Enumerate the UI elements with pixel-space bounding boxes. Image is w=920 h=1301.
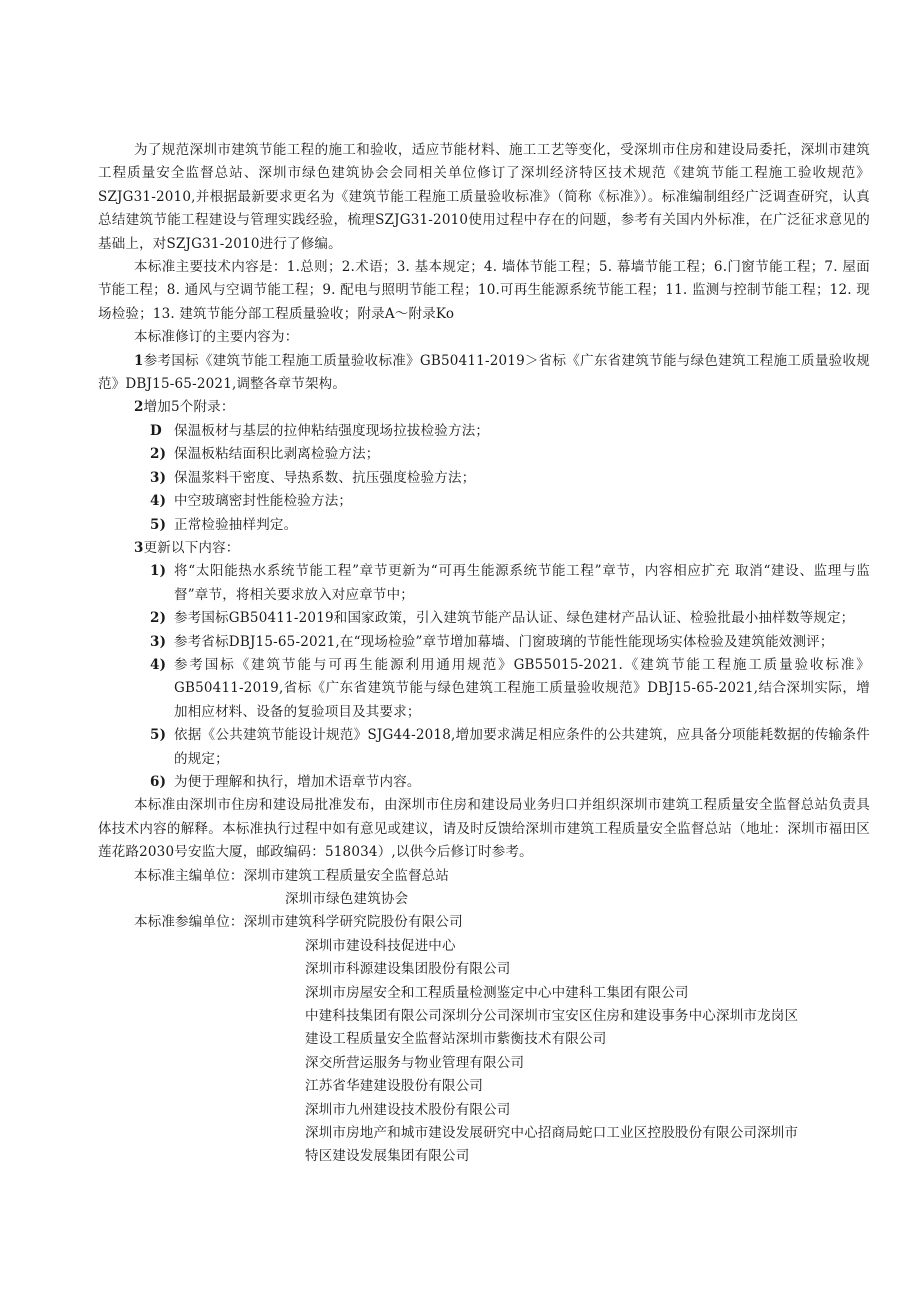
intro-paragraph-background: 为了规范深圳市建筑节能工程的施工和验收，适应节能材料、施工工艺等变化，受深圳市住房和建设局委托，深圳市建筑工程质量安全监督总站、深圳市绿色建筑协会会同相关单位修订了深圳经济特区技术规范《建筑节能工程施工验收规范》SZJG31-2010,并根据最新要求更名为《建筑节能工程施工质量验收标准》（简称《标准》）。标准编制组经广泛调查研究，认真总结建筑节能工程建设与管理实践经验，梳理SZJG31-2010使用过程中存在的问题，参考有关国内外标准，在广泛征求意见的基础上，对SZJG31-2010进行了修编。 [98, 142, 870, 252]
intro-paragraph-contents: 本标准主要技术内容是：1.总则；2.术语；3. 基本规定；4. 墙体节能工程；5. 幕墙节能工程；6.门窗节能工程；7. 屋面节能工程；8. 通风与空调节能工程；9. 配电与照明节能工程；10.可再生能源系统节能工程；11. 监测与控制节能工程；12. 现场检验；13. 建筑节能分部工程质量验收；附录A～附录Ko [98, 259, 870, 322]
appendix-item [98, 490, 870, 513]
appendix-item-number: D [150, 422, 162, 439]
revision-3-number: 3 [134, 539, 144, 556]
participating-units [98, 911, 870, 934]
update-item-text: 依据《公共建筑节能设计规范》SJG44-2018,增加要求满足相应条件的公共建筑，应具备分项能耗数据的传输条件的规定； [174, 727, 870, 767]
interpretation-paragraph: 本标准由深圳市住房和建设局批准发布，由深圳市住房和建设局业务归口并组织深圳市建筑工程质量安全监督总站负责具体技术内容的解释。本标准执行过程中如有意见或建议，请及时反馈给深圳市建筑工程质量安全监督总站（地址：深圳市福田区莲花路2030号安监大厦，邮政编码：518034）,以供今后修订时参考。 [98, 797, 870, 861]
update-item [98, 607, 870, 630]
revision-3-text: 更新以下内容： [143, 539, 240, 556]
update-item-text: 参考国标GB50411-2019和国家政策，引入建筑节能产品认证、绿色建材产品认证、检验批最小抽样数等规定； [174, 610, 855, 627]
intro-paragraph-revision-heading: 本标准修订的主要内容为： [134, 329, 299, 346]
appendix-item-number: 3) [150, 469, 167, 486]
update-item [98, 771, 870, 794]
appendix-item-number: 4) [150, 493, 167, 510]
revision-2-number: 2 [134, 399, 144, 416]
appendix-item-number: 5) [150, 516, 167, 533]
appendix-item [98, 443, 870, 466]
participating-label: 本标准参编单位： [134, 914, 244, 931]
participating-unit: 深圳市房地产和城市建设发展研究中心招商局蛇口工业区控股股份有限公司深圳市 [305, 1125, 799, 1142]
appendix-item-text: 保温浆料干密度、导热系数、抗压强度检验方法； [174, 469, 476, 486]
revision-3 [98, 537, 870, 560]
update-item [98, 560, 870, 607]
participating-unit: 中建科技集团有限公司深圳分公司深圳市宝安区住房和建设事务中心深圳市龙岗区 [305, 1008, 799, 1025]
appendix-item-number: 2) [150, 446, 167, 463]
chief-editor-unit: 深圳市建筑工程质量安全监督总站 [243, 867, 450, 884]
update-item-text: 为便于理解和执行，增加术语章节内容。 [174, 773, 421, 790]
revision-1-text: 参考国标《建筑节能工程施工质量验收标准》GB50411-2019＞省标《广东省建筑节能与绿色建筑工程施工质量验收规范》DBJ15-65-2021,调整各章节架构。 [98, 352, 870, 393]
appendix-item [98, 467, 870, 490]
update-item [98, 654, 870, 724]
appendix-item [98, 514, 870, 537]
participating-unit: 特区建设发展集团有限公司 [305, 1148, 470, 1165]
participating-unit: 深交所营运服务与物业管理有限公司 [305, 1054, 525, 1071]
revision-1 [98, 350, 870, 397]
chief-editor-unit: 深圳市绿色建筑协会 [285, 891, 409, 907]
update-item-number: 2) [150, 610, 167, 627]
revision-2-text: 增加5个附录： [143, 399, 235, 416]
update-item-number: 4) [150, 656, 167, 673]
update-item [98, 631, 870, 654]
update-item-number: 5) [150, 727, 167, 744]
update-item-text: 将“太阳能热水系统节能工程”章节更新为“可再生能源系统节能工程”章节，内容相应扩充 取消“建设、监理与监督”章节，将相关要求放入对应章节中； [174, 563, 870, 603]
appendix-item-text: 中空玻璃密封性能检验方法； [174, 493, 353, 510]
chief-editor-label: 本标准主编单位： [134, 867, 244, 884]
participating-unit: 深圳市建设科技促进中心 [305, 937, 456, 954]
document-page [98, 139, 870, 1169]
appendix-item-text: 正常检验抽样判定。 [174, 516, 298, 533]
update-item [98, 724, 870, 771]
appendix-item-text: 保温板粘结面积比剥离检验方法； [174, 446, 380, 463]
revision-2 [98, 396, 870, 419]
chief-editor-units [98, 865, 870, 888]
participating-unit: 深圳市科源建设集团股份有限公司 [305, 961, 511, 978]
participating-unit: 建设工程质量安全监督站深圳市紫衡技术有限公司 [305, 1031, 607, 1048]
participating-unit: 江苏省华建建设股份有限公司 [305, 1078, 484, 1095]
participating-unit: 深圳市建筑科学研究院股份有限公司 [243, 914, 463, 931]
update-item-number: 1) [150, 563, 167, 580]
update-item-number: 6) [150, 773, 167, 790]
participating-unit: 深圳市房屋安全和工程质量检测鉴定中心中建科工集团有限公司 [305, 984, 689, 1001]
appendix-item [98, 420, 870, 443]
appendix-item-text: 保温板材与基层的拉伸粘结强度现场拉拔检验方法； [174, 422, 490, 439]
update-item-number: 3) [150, 633, 167, 650]
revision-1-number: 1 [134, 352, 144, 369]
update-item-text: 参考省标DBJ15-65-2021,在“现场检验”章节增加幕墙、门窗玻璃的节能性能现场实体检验及建筑能效测评； [174, 633, 834, 650]
participating-unit: 深圳市九州建设技术股份有限公司 [305, 1101, 511, 1118]
update-item-text: 参考国标《建筑节能与可再生能源利用通用规范》GB55015-2021.《建筑节能工程施工质量验收标准》GB50411-2019,省标《广东省建筑节能与绿色建筑工程施工质量验收规范》DBJ15-65-2021,结合深圳实际，增加相应材料、设备的复验项目及其要求； [174, 656, 870, 720]
